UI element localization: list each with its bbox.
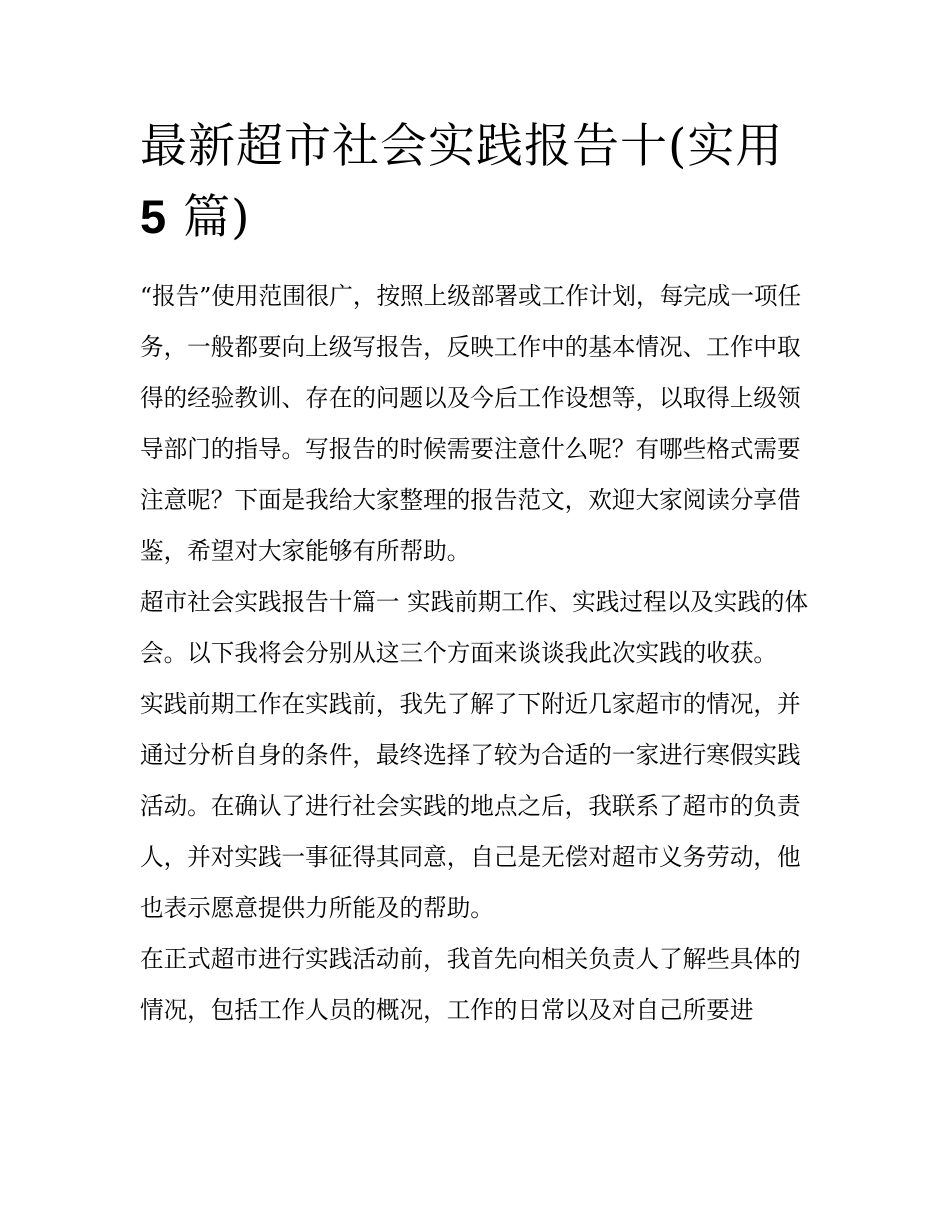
paragraph-preparation: 实践前期工作在实践前，我先了解了下附近几家超市的情况，并通过分析自身的条件，最终选择了较为合适的一家进行寒假实践活动。在确认了进行社会实践的地点之后，我联系了超市的负责人，并对实践一事征得其同意，自己是无偿对超市义务劳动，他也表示愿意提供力所能及的帮助。 bbox=[140, 690, 801, 922]
paragraph-pre-activity: 在正式超市进行实践活动前，我首先向相关负责人了解些具体的情况，包括工作人员的概况，工作的日常以及对自己所要进 bbox=[140, 945, 801, 1024]
paragraph-section-one: 超市社会实践报告十篇一 实践前期工作、实践过程以及实践的体会。以下我将会分别从这三个方面来谈谈我此次实践的收获。 bbox=[140, 588, 809, 667]
document-title-line1: 最新超市社会实践报告十(实用 bbox=[140, 119, 784, 174]
paragraph-intro: “报告”使用范围很广，按照上级部署或工作计划，每完成一项任务，一般都要向上级写报告，反映工作中的基本情况、工作中取得的经验教训、存在的问题以及今后工作设想等，以取得上级领导部门的指导。写报告的时候需要注意什么呢？有哪些格式需要注意呢？下面是我给大家整理的报告范文，欢迎大家阅读分享借鉴，希望对大家能够有所帮助。 bbox=[140, 282, 802, 565]
document-title-number: 5 bbox=[140, 190, 168, 243]
document-title-suffix: 篇) bbox=[167, 190, 251, 245]
document-title bbox=[140, 112, 816, 253]
document-body bbox=[140, 112, 816, 1036]
